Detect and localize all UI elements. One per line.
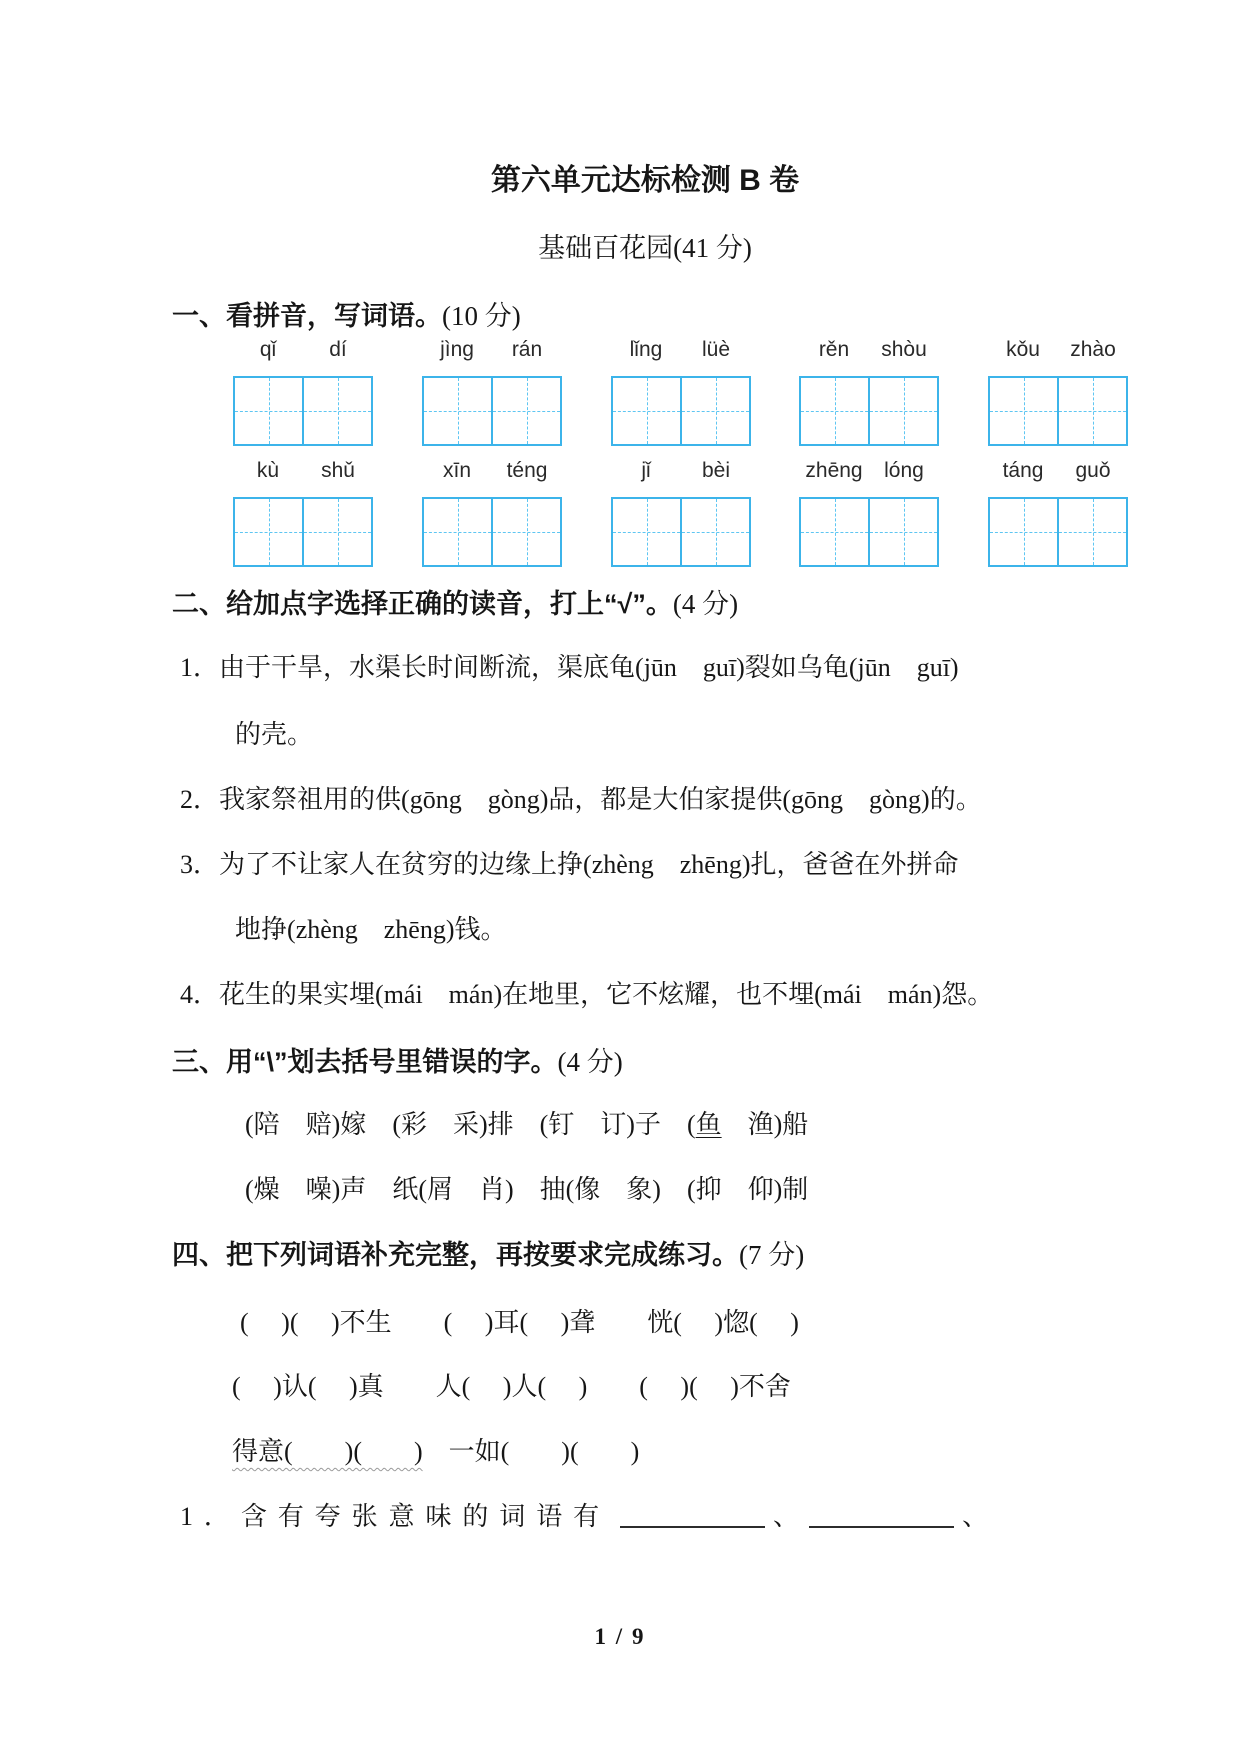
section-4-heading-label: 四、把下列词语补充完整，再按要求完成练习。 xyxy=(172,1240,739,1270)
writing-cell xyxy=(680,378,749,444)
question-2-3-cont xyxy=(235,913,507,947)
text-segment: 供 • xyxy=(756,785,782,814)
question-3-row-1 xyxy=(245,1108,808,1142)
writing-cell xyxy=(801,378,868,444)
pinyin-syllable: jìng xyxy=(440,338,474,361)
text-segment: 、 xyxy=(773,1502,800,1531)
writing-box-group xyxy=(233,338,373,446)
section-2-score: (4 分) xyxy=(672,589,739,619)
question-3-row-2 xyxy=(245,1173,808,1207)
pinyin-syllable: xīn xyxy=(442,459,471,482)
pinyin-syllable: téng xyxy=(506,459,548,482)
question-2-1-cont xyxy=(235,718,313,752)
writing-cell xyxy=(1057,499,1126,565)
pinyin-syllable: shǔ xyxy=(321,459,355,482)
text-segment: 4．花生的果实 xyxy=(180,980,350,1009)
writing-box xyxy=(233,376,373,446)
section-1-heading xyxy=(172,299,521,333)
writing-cell xyxy=(613,499,680,565)
question-4-sub-1 xyxy=(180,1500,988,1534)
section-4-heading xyxy=(172,1238,804,1272)
pinyin-labels xyxy=(988,338,1128,368)
text-segment: (mái mán)在地里，它不炫耀，也不 xyxy=(375,980,789,1009)
section-2-heading xyxy=(172,587,738,621)
text-segment: (gōng gòng)的。 xyxy=(782,785,982,814)
writing-cell xyxy=(801,499,868,565)
section-1-heading-label: 一、看拼音，写词语。 xyxy=(172,301,442,331)
pinyin-syllable: lǐng xyxy=(629,338,663,361)
writing-cell xyxy=(491,378,560,444)
question-2-1 xyxy=(180,651,959,685)
section-3-heading-label: 三、用“\”划去括号里错误的字。 xyxy=(172,1047,558,1077)
writing-box-group xyxy=(799,459,939,567)
pinyin-syllable: qǐ xyxy=(259,338,277,361)
text-segment: 一如( )( ) xyxy=(422,1437,640,1466)
pinyin-syllable: kǒu xyxy=(1006,338,1040,361)
text-segment: (jūn guī)裂如乌 xyxy=(635,653,823,682)
writing-box-group xyxy=(422,338,562,446)
writing-cell xyxy=(990,499,1057,565)
writing-cell xyxy=(302,499,371,565)
question-4-row-1 xyxy=(240,1306,799,1340)
pinyin-syllable: zhào xyxy=(1070,338,1116,361)
text-segment: 挣 • xyxy=(261,915,287,944)
text-segment: 、 xyxy=(962,1502,989,1531)
pinyin-syllable: dí xyxy=(329,338,347,361)
writing-cell xyxy=(1057,378,1126,444)
text-segment: 3．为了不让家人在贫穷的边缘上 xyxy=(180,850,558,879)
pinyin-syllable: bèi xyxy=(701,459,731,482)
text-segment: (zhèng zhēng)扎，爸爸在外拼命 xyxy=(583,850,959,879)
writing-box-group xyxy=(611,338,751,446)
writing-box xyxy=(422,497,562,567)
writing-box xyxy=(988,497,1128,567)
writing-box xyxy=(799,497,939,567)
pinyin-syllable: rán xyxy=(511,338,543,361)
text-segment: 1．由于干旱，水渠长时间断流，渠底 xyxy=(180,653,610,682)
pinyin-labels xyxy=(799,338,939,368)
text-segment: 地 xyxy=(235,915,262,944)
text-segment: 埋 • xyxy=(788,980,814,1009)
section-3-heading xyxy=(172,1045,623,1079)
writing-box-group xyxy=(422,459,562,567)
writing-box-group xyxy=(233,459,373,567)
section-2-heading-label: 二、给加点字选择正确的读音，打上“√”。 xyxy=(172,589,673,619)
question-2-2 xyxy=(180,783,982,817)
writing-box-group xyxy=(611,459,751,567)
text-segment: 埋 • xyxy=(349,980,375,1009)
writing-cell xyxy=(424,378,491,444)
pinyin-syllable: jǐ xyxy=(641,459,651,482)
writing-box xyxy=(611,497,751,567)
page-title: 第六单元达标检测 B 卷 xyxy=(490,164,800,197)
pinyin-syllable: shòu xyxy=(881,338,927,361)
writing-cell xyxy=(680,499,749,565)
text-segment: (mái mán)怨。 xyxy=(814,980,994,1009)
pinyin-syllable: lóng xyxy=(884,459,924,482)
text-segment: (zhèng zhēng)钱。 xyxy=(287,915,507,944)
writing-cell xyxy=(868,378,937,444)
text-segment: 挣 • xyxy=(557,850,583,879)
text-segment: ( )( )不生 ( )耳( )聋 恍( )惚( ) xyxy=(240,1308,799,1337)
text-segment: 龟 • xyxy=(823,653,849,682)
pinyin-labels xyxy=(799,459,939,489)
text-segment: 得意( )( ) xyxy=(232,1437,423,1466)
writing-box xyxy=(799,376,939,446)
text-segment: ( )认( )真 人( )人( ) ( )( )不舍 xyxy=(232,1372,791,1401)
text-segment: 鱼 xyxy=(695,1110,722,1139)
page-subtitle: 基础百花园(41 分) xyxy=(538,233,752,263)
writing-cell xyxy=(235,499,302,565)
text-segment: 1．含有夸张意味的词语有 xyxy=(180,1502,611,1531)
text-segment: 的壳。 xyxy=(235,720,314,749)
text-segment: 2．我家祭祖用的 xyxy=(180,785,376,814)
text-segment: 渔)船 xyxy=(721,1110,809,1139)
writing-cell xyxy=(613,378,680,444)
writing-box-group xyxy=(799,338,939,446)
pinyin-labels xyxy=(233,338,373,368)
writing-cell xyxy=(990,378,1057,444)
pinyin-labels xyxy=(611,459,751,489)
section-1-score: (10 分) xyxy=(442,301,521,331)
writing-box xyxy=(611,376,751,446)
writing-cell xyxy=(424,499,491,565)
question-2-3 xyxy=(180,848,959,882)
pinyin-labels xyxy=(233,459,373,489)
writing-cell xyxy=(235,378,302,444)
writing-box-group xyxy=(988,338,1128,446)
pinyin-syllable: rěn xyxy=(818,338,850,361)
pinyin-syllable: zhēng xyxy=(805,459,863,482)
text-segment: (燥 噪)声 纸(屑 肖) 抽(像 象) (抑 仰)制 xyxy=(245,1175,809,1204)
writing-cell xyxy=(302,378,371,444)
page-number: 1 / 9 xyxy=(594,1624,646,1649)
pinyin-syllable: guǒ xyxy=(1075,459,1111,482)
text-segment: (gōng gòng)品，都是大伯家提 xyxy=(401,785,757,814)
section-4-score: (7 分) xyxy=(739,1240,805,1270)
answer-blank xyxy=(620,1500,765,1528)
writing-cell xyxy=(868,499,937,565)
question-4-row-3 xyxy=(232,1435,639,1469)
writing-box xyxy=(988,376,1128,446)
question-4-row-2 xyxy=(232,1370,791,1404)
section-3-score: (4 分) xyxy=(557,1047,623,1077)
pinyin-labels xyxy=(988,459,1128,489)
pinyin-labels xyxy=(422,338,562,368)
text-segment: 龟 • xyxy=(609,653,635,682)
text-segment: (jūn guī) xyxy=(848,653,959,682)
pinyin-syllable: lüè xyxy=(701,338,731,361)
pinyin-labels xyxy=(611,338,751,368)
writing-box-group xyxy=(988,459,1128,567)
pinyin-syllable: kù xyxy=(256,459,280,482)
writing-cell xyxy=(491,499,560,565)
pinyin-labels xyxy=(422,459,562,489)
writing-box xyxy=(233,497,373,567)
text-segment: (陪 赔)嫁 (彩 采)排 (钉 订)子 ( xyxy=(245,1110,696,1139)
writing-box xyxy=(422,376,562,446)
pinyin-syllable: táng xyxy=(1002,459,1044,482)
text-segment: 供 • xyxy=(375,785,401,814)
question-2-4 xyxy=(180,978,993,1012)
answer-blank xyxy=(809,1500,954,1528)
